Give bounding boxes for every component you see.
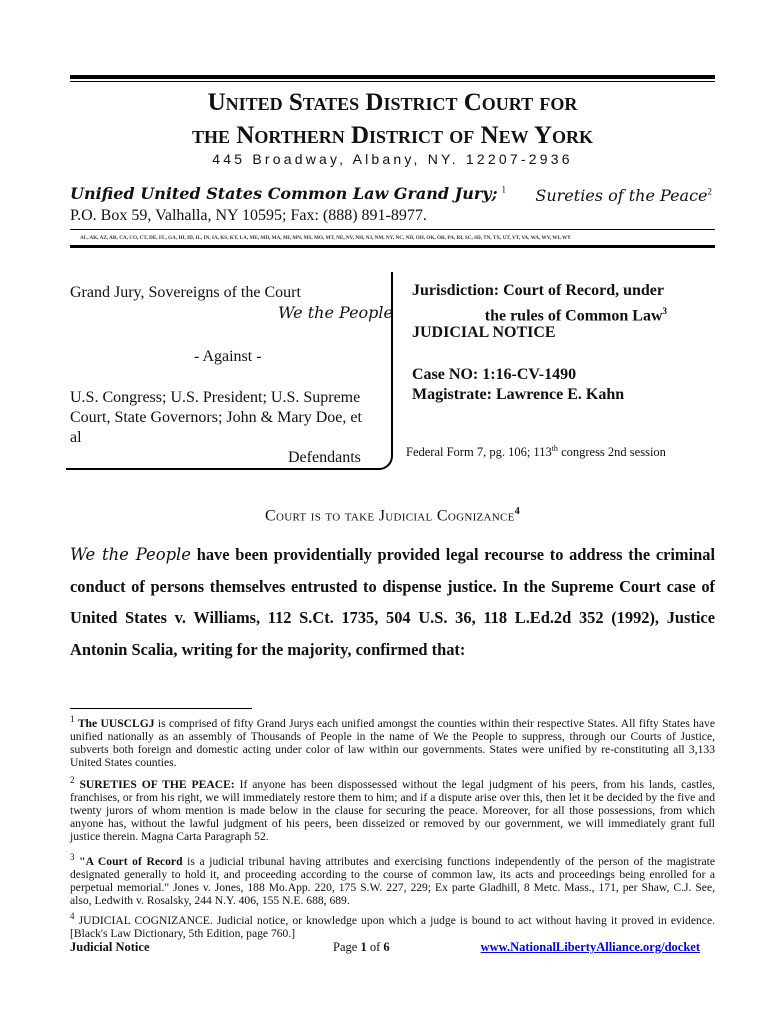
court-address: 445 Broadway, Albany, NY. 12207-2936 xyxy=(212,151,573,167)
states-list: AL, AK, AZ, AR, CA, CO, CT, DE, FL, GA, HI, ID, IL, IN, IA, KS, KY, LA, ME, MD, MA, MI, MN, MS, MO, MT, NE, NV, NH, NJ, NM, NY, NC, ND, OH, OK, OR, PA, RI, SC, SD, TN, TX, UT, VT, VA, WA, WV, WI, WY xyxy=(80,235,571,241)
footnote-4-text: JUDICIAL COGNIZANCE. Judicial notice, or knowledge upon which a judge is bound to act without having it proved in evidence. [Black's Law Dictionary, 5th Edition, page 760.] xyxy=(70,913,715,940)
footer-page-prefix: Page xyxy=(333,940,361,954)
footer-docket-link[interactable]: www.NationalLibertyAlliance.org/docket xyxy=(480,940,700,954)
footnote-ref-3: 3 xyxy=(662,306,667,316)
footnote-2-bold: SURETIES OF THE PEACE: xyxy=(79,777,235,791)
footnote-4-number: 4 xyxy=(70,911,75,921)
federal-form xyxy=(406,444,666,460)
defendant-line2: Court, State Governors; John & Mary Doe, et xyxy=(70,409,362,426)
footer-page-total: 6 xyxy=(383,940,390,954)
footnote-1-bold: The UUSCLGJ xyxy=(77,716,155,730)
footer-page-number xyxy=(333,940,390,955)
states-rule-top xyxy=(70,229,715,230)
sureties-of-peace: Sureties of the Peace xyxy=(535,186,708,205)
court-title-line2: the Northern District of New York xyxy=(192,122,593,149)
grand-jury-line xyxy=(70,184,506,204)
magistrate: Magistrate: Lawrence E. Kahn xyxy=(412,386,625,403)
footnote-3-text: is a judicial tribunal having attributes and exercising functions independently of the person of the magistrate designated generally to hold it, and proceeding according to the course of common law, its acts and proceedings being enrolled for a perpetual memorial." Jones v. Jones, 188 Mo.App. 220, 175 S.W. 227, 229; Ex parte Gladhill, 8 Metc. Mass., 171, per Shaw, C.J. See, also, Ledwith v. Rosalsky, 244 N.Y. 406, 155 N.E. 688, 689. xyxy=(70,854,716,907)
sureties-line xyxy=(535,186,712,206)
footer-title: Judicial Notice xyxy=(70,940,150,954)
footnote-ref-1: 1 xyxy=(501,184,506,195)
states-rule-bottom xyxy=(70,245,715,248)
court-title-line1: United States District Court for xyxy=(207,89,578,116)
we-the-people: We the People xyxy=(70,545,192,564)
grand-jury-name: Unified United States Common Law Grand Jury; xyxy=(70,184,498,203)
body-paragraph-text: have been providentially provided legal recourse to address the criminal conduct of persons themselves entrusted to dispense justice. In the Supreme Court case of United States v. Williams, 112 S.Ct. 1735, 504 U.S. 36, 118 L.Ed.2d 352 (1992), Justice Antonin Scalia, writing for the majority, confirmed that: xyxy=(70,545,715,659)
federal-form-sup: th xyxy=(551,444,558,453)
defendant-line3: al xyxy=(70,429,82,446)
footnote-3-bold: "A Court of Record xyxy=(79,854,183,868)
footnote-1-number: 1 xyxy=(70,714,75,724)
footnote-ref-2: 2 xyxy=(707,186,712,197)
defendant-line1: U.S. Congress; U.S. President; U.S. Supreme xyxy=(70,389,361,406)
body-paragraph xyxy=(70,539,715,665)
case-number: Case NO: 1:16-CV-1490 xyxy=(412,366,577,383)
footnote-3 xyxy=(70,851,715,907)
federal-form-text-b: congress 2nd session xyxy=(557,445,666,460)
footer-page-current: 1 xyxy=(360,940,367,954)
footnote-1-text: is comprised of fifty Grand Jurys each unified amongst the counties within their respective States. All fifty States have unified nationally as an assembly of Thousands of People in the name of We the People to suppress, through our Courts of Justice, subverts both foreign and domestic acting under color of law within our governments. States were unified by re-constituting all 3,133 United States counties. xyxy=(70,716,715,769)
section-title xyxy=(70,506,715,525)
footnote-1 xyxy=(70,713,715,769)
po-box: P.O. Box 59, Valhalla, NY 10595; Fax: (888) 891-8977. xyxy=(70,207,427,224)
footnote-3-number: 3 xyxy=(70,852,75,862)
jurisdiction-line2-text: the rules of Common Law xyxy=(484,307,663,325)
footer-page-mid: of xyxy=(366,940,384,954)
top-rule-thin xyxy=(70,81,715,82)
plaintiff-line1: Grand Jury, Sovereigns of the Court xyxy=(70,284,301,301)
section-title-text: Court is to take Judicial Cognizance xyxy=(264,507,515,525)
top-rule-thick xyxy=(70,75,715,79)
plaintiff-line2: We the People xyxy=(278,303,393,322)
footnote-separator xyxy=(70,708,252,709)
federal-form-text-a: Federal Form 7, pg. 106; 113 xyxy=(406,445,552,460)
footnote-4 xyxy=(70,910,715,940)
against-label: - Against - xyxy=(194,348,262,365)
footnote-2-number: 2 xyxy=(70,775,75,785)
footnote-2 xyxy=(70,774,715,843)
judicial-notice-heading: JUDICIAL NOTICE xyxy=(412,324,556,341)
jurisdiction-line1: Jurisdiction: Court of Record, under xyxy=(412,282,664,299)
footnote-2-text: If anyone has been dispossessed without the legal judgment of his peers, from his lands, castles, franchises, or from his right, we will immediately restore them to him; and if a dispute arise over this, then let it be decided by the five and twenty jurors of whom mention is made below in the clause for securing the peace. Moreover, for all those possessions, from which anyone has, without the lawful judgment of his peers, been disseized or removed by our government, we will immediately grant full justice therein. Magna Carta Paragraph 52. xyxy=(70,777,715,843)
defendants-label: Defendants xyxy=(288,449,361,466)
footnote-ref-4: 4 xyxy=(514,506,521,517)
